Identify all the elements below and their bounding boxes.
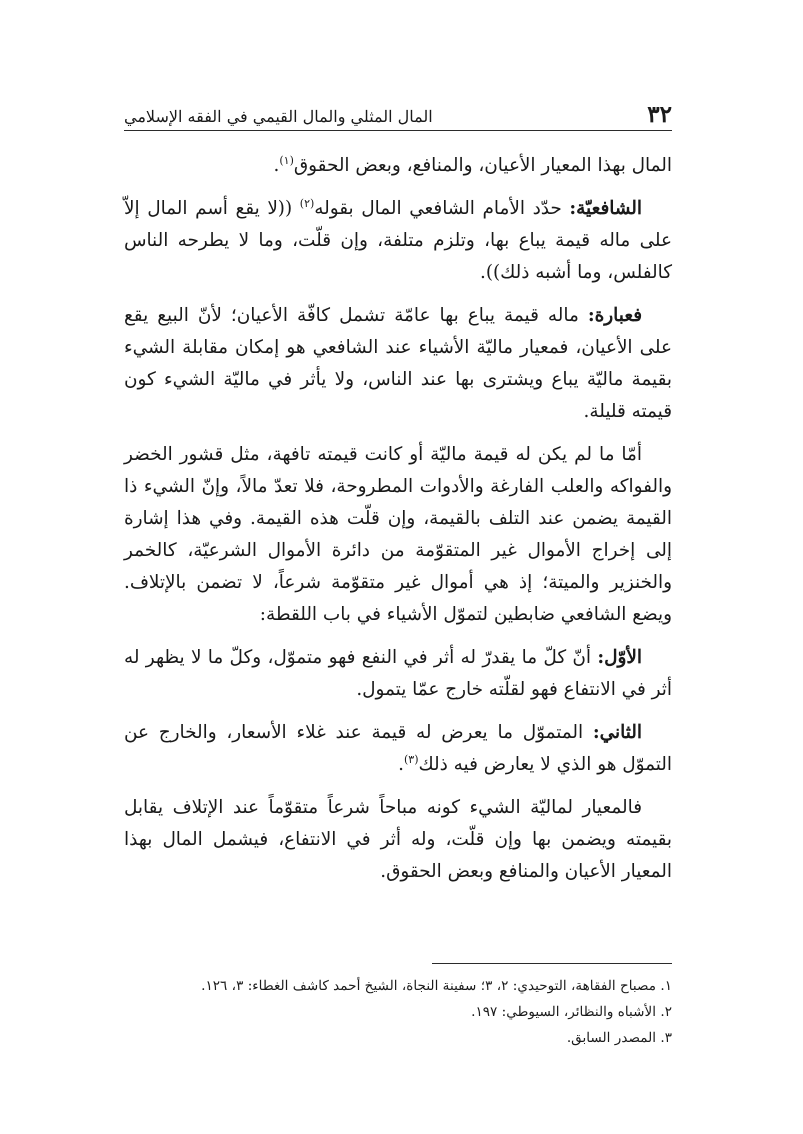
footnote-marker: (١) (279, 153, 294, 167)
paragraph-ibara (124, 300, 672, 428)
running-title: المال المثلي والمال القيمي في الفقه الإسلامي (124, 106, 433, 126)
paragraph-first-rule (124, 642, 672, 706)
paragraph-text: ماله قيمة يباع بها عامّة تشمل كافّة الأعيان؛ لأنّ البيع يقع على الأعيان، فمعيار ماليّة الأشياء عند الشافعي هو إمكان مقابلة الشيء بقيمة ماليّة يباع ويشترى بها عند الناس، ولا يأثر في ماليّة الشيء كون قيمته قليلة. (124, 305, 672, 422)
page-number: ٣٢ (647, 101, 672, 128)
footnote-1: ١. مصباح الفقاهة، التوحيدي: ٢، ٣؛ سفينة النجاة، الشيخ أحمد كاشف الغطاء: ٣، ١٢٦. (201, 978, 672, 994)
paragraph-text: حدّد الأمام الشافعي المال بقوله (314, 198, 570, 219)
paragraph-lead: الأوّل: (597, 647, 642, 668)
paragraph-text: أمّا ما لم يكن له قيمة ماليّة أو كانت قيمته تافهة، مثل قشور الخضر والفواكه والعلب الفارغة والأدوات المطروحة، فلا تعدّ مالاً، وإنّ الشيء ذا القيمة يضمن عند التلف بالقيمة، وإن قلّت هذه القيمة. وفي هذا إشارة إلى إخراج الأموال غير المتقوّمة من دائرة الأموال الشرعيّة، كالخمر والخنزير والميتة؛ إذ هي أموال غير متقوّمة شرعاً، لا تضمن بالإتلاف. ويضع الشافعي ضابطين لتموّل الأشياء في باب اللقطة: (124, 444, 672, 625)
page-header (124, 86, 672, 131)
footnote-3: ٣. المصدر السابق. (566, 1030, 672, 1046)
paragraph-tail: . (273, 155, 280, 176)
paragraph-text: أنّ كلّ ما يقدرّ له أثر في النفع فهو متموّل، وكلّ ما لا يظهر له أثر في الانتفاع فهو لقلّته خارج عمّا يتمول. (124, 647, 672, 700)
paragraph-lead: فعبارة: (587, 305, 642, 326)
paragraph-4 (124, 439, 672, 631)
paragraph-1 (124, 150, 672, 182)
paragraph-tail: . (398, 754, 404, 775)
footnote-divider (432, 963, 672, 964)
paragraph-text: فالمعيار لماليّة الشيء كونه مباحاً شرعاً متقوّماً عند الإتلاف يقابل بقيمته ويضمن بها وإن قلّت، وله أثر في الانتفاع، فيشمل المال بهذا المعيار الأعيان والمنافع وبعض الحقوق. (124, 797, 672, 882)
footnote-marker: (٣) (404, 752, 419, 766)
paragraph-text: المال بهذا المعيار الأعيان، والمنافع، وبعض الحقوق (293, 155, 672, 176)
main-text (124, 150, 672, 899)
paragraph-second-rule (124, 717, 672, 781)
footnote-2: ٢. الأشباه والنظائر، السيوطي: ١٩٧. (471, 1004, 672, 1020)
footnote-marker: (٢) (299, 196, 315, 210)
paragraph-text: المتموّل ما يعرض له قيمة عند غلاء الأسعار، والخارج عن التموّل هو الذي لا يعارض فيه ذلك (124, 722, 672, 775)
footnotes (124, 973, 672, 1051)
paragraph-lead: الثاني: (592, 722, 642, 743)
paragraph-conclusion (124, 792, 672, 888)
paragraph-text: ((لا يقع أسم المال إلاّ على ماله قيمة يباع بها، وتلزم متلفة، وإن قلّت، وما لا يطرحه الناس كالفلس، وما أشبه ذلك)). (124, 198, 672, 283)
paragraph-shafiiyya (124, 193, 672, 289)
paragraph-lead: الشافعيّة: (569, 198, 642, 219)
